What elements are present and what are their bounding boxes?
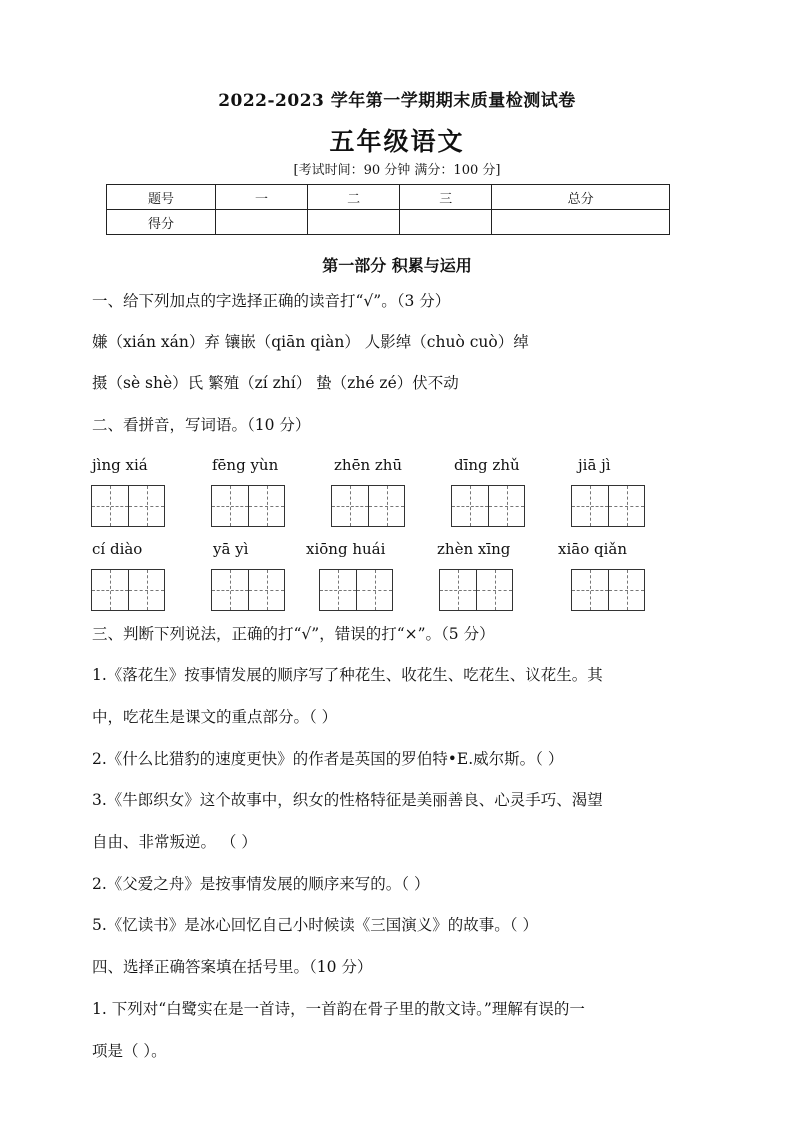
grid-cell[interactable] [92, 570, 128, 610]
grid-cell[interactable] [320, 570, 356, 610]
grid-cell[interactable] [212, 570, 248, 610]
pinyin-label: jìng xiá [92, 456, 148, 474]
grid-cell[interactable] [128, 486, 164, 526]
grid-cell[interactable] [452, 486, 488, 526]
grid-cell[interactable] [128, 570, 164, 610]
exam-info: [考试时间：90 分钟 满分：100 分] [293, 163, 501, 178]
q3-item: 2.《父爱之舟》是按事情发展的顺序来写的。（ ） [92, 875, 430, 893]
grid-cell[interactable] [476, 570, 512, 610]
writing-grid[interactable] [439, 569, 513, 611]
score-input-cell[interactable] [400, 210, 492, 235]
score-cell: 总分 [492, 185, 670, 210]
writing-grid[interactable] [211, 485, 285, 527]
score-cell: 得分 [107, 210, 216, 235]
pinyin-label: zhèn xīng [437, 540, 511, 558]
q1-line: 嫌（xián xán）弃 镶嵌（qiān qiàn） 人影绰（chuò cuò）绰 [92, 333, 529, 351]
writing-grid[interactable] [331, 485, 405, 527]
q3-item: 5.《忆读书》是冰心回忆自己小时候读《三国演义》的故事。（ ） [92, 916, 538, 934]
pinyin-label: zhēn zhū [334, 456, 403, 474]
grid-cell[interactable] [212, 486, 248, 526]
grid-cell[interactable] [440, 570, 476, 610]
grid-cell[interactable] [608, 570, 644, 610]
q4-title: 四、选择正确答案填在括号里。（10 分） [92, 958, 373, 976]
pinyin-label: dīng zhǔ [454, 456, 520, 474]
score-cell: 题号 [107, 185, 216, 210]
score-input-cell[interactable] [492, 210, 670, 235]
q4-item: 1. 下列对“白鹭实在是一首诗，一首韵在骨子里的散文诗。”理解有误的一 [92, 1000, 585, 1018]
part-title: 第一部分 积累与运用 [322, 256, 472, 275]
q3-item: 3.《牛郎织女》这个故事中，织女的性格特征是美丽善良、心灵手巧、渴望 [92, 791, 603, 809]
score-cell: 三 [400, 185, 492, 210]
pinyin-label: yā yì [213, 540, 249, 558]
grid-cell[interactable] [572, 486, 608, 526]
grid-cell[interactable] [608, 486, 644, 526]
q3-item: 中，吃花生是课文的重点部分。（ ） [92, 708, 338, 726]
score-table-score-row [107, 210, 670, 235]
score-table [106, 184, 670, 235]
pinyin-label: jiā jì [578, 456, 611, 474]
q3-item: 自由、非常叛逆。 （ ） [92, 833, 257, 851]
q1-title: 一、给下列加点的字选择正确的读音打“√”。（3 分） [92, 292, 451, 310]
grid-cell[interactable] [248, 570, 284, 610]
grid-cell[interactable] [92, 486, 128, 526]
q4-item: 项是（ ）。 [92, 1042, 167, 1060]
q1-line: 摄（sè shè）氏 繁殖（zí zhí） 蛰（zhé zé）伏不动 [92, 374, 459, 392]
q3-item: 1.《落花生》按事情发展的顺序写了种花生、收花生、吃花生、议花生。其 [92, 666, 603, 684]
q3-item: 2.《什么比猎豹的速度更快》的作者是英国的罗伯特•E.威尔斯。（ ） [92, 750, 564, 768]
q3-title: 三、判断下列说法，正确的打“√”，错误的打“×”。（5 分） [92, 625, 495, 643]
grid-cell[interactable] [332, 486, 368, 526]
writing-grid[interactable] [319, 569, 393, 611]
grid-cell[interactable] [248, 486, 284, 526]
writing-grid[interactable] [91, 485, 165, 527]
pinyin-label: xiāo qiǎn [558, 540, 628, 558]
score-table-header-row [107, 185, 670, 210]
writing-grid[interactable] [91, 569, 165, 611]
grid-cell[interactable] [572, 570, 608, 610]
score-input-cell[interactable] [308, 210, 400, 235]
grid-cell[interactable] [488, 486, 524, 526]
grid-cell[interactable] [368, 486, 404, 526]
writing-grid[interactable] [571, 569, 645, 611]
writing-grid[interactable] [451, 485, 525, 527]
pinyin-label: cí diào [92, 540, 143, 558]
score-cell: 二 [308, 185, 400, 210]
pinyin-label: xiōng huái [306, 540, 386, 558]
exam-title: 2022-2023 学年第一学期期末质量检测试卷 [218, 91, 576, 111]
pinyin-label: fēng yùn [212, 456, 279, 474]
writing-grid[interactable] [211, 569, 285, 611]
subject-title: 五年级语文 [329, 127, 465, 156]
writing-grid[interactable] [571, 485, 645, 527]
grid-cell[interactable] [356, 570, 392, 610]
score-cell: 一 [216, 185, 308, 210]
score-input-cell[interactable] [216, 210, 308, 235]
q2-title: 二、看拼音，写词语。（10 分） [92, 416, 311, 434]
